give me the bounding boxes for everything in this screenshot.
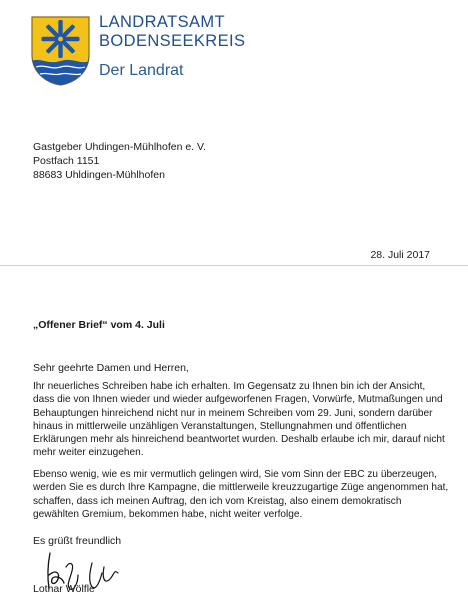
- paragraph-line: werden Sie es durch Ihre Kampagne, die mittlerweile kreuzzugartige Züge angenommen hat,: [33, 482, 449, 494]
- authority-name: [99, 14, 245, 79]
- body-paragraph-1: [33, 380, 451, 460]
- authority-line-2: BODENSEEKREIS: [99, 31, 246, 50]
- paragraph-line: Ihr neuerliches Schreiben habe ich erhalten. Im Gegensatz zu Ihnen bin ich der Ansicht,: [33, 381, 426, 392]
- letter-date: 28. Juli 2017: [370, 249, 430, 261]
- address-line: 88683 Uhldingen-Mühlhofen: [33, 169, 165, 181]
- paragraph-line: Behauptungen hinreichend nicht nur in meinem Schreiben vom 29. Juni, sondern darüber: [33, 407, 433, 419]
- fold-line: [0, 265, 468, 266]
- paragraph-line: Erklärungen mehr als hinreichend beantwortet wurden. Deshalb erlaube ich mir, darauf nicht: [33, 434, 445, 446]
- signer-name: Lothar Wölfle: [33, 583, 95, 595]
- closing-phrase: Es grüßt freundlich: [33, 535, 122, 547]
- authority-subtitle: Der Landrat: [99, 62, 184, 79]
- address-line: Postfach 1151: [33, 155, 100, 167]
- coat-of-arms-icon: [30, 15, 91, 87]
- paragraph-line: dass die von Ihnen wieder und wieder aufgeworfenen Fragen, Vorwürfe, Mutmaßungen und: [33, 394, 443, 406]
- paragraph-line: gewählten Gremium, bekommen habe, nicht weiter verfolge.: [33, 508, 303, 520]
- authority-line-1: LANDRATSAMT: [99, 13, 226, 31]
- body-paragraph-2: [33, 468, 451, 521]
- paragraph-line: hinaus in mittlerweile unzähligen Veranstaltungen, Stellungnahmen und öffentlichen: [33, 420, 407, 432]
- paragraph-line: mehr weiter einzugehen.: [33, 447, 144, 459]
- salutation: Sehr geehrte Damen und Herren,: [33, 362, 189, 374]
- paragraph-line: Ebenso wenig, wie es mir vermutlich gelingen wird, Sie vom Sinn der EBC zu überzeugen,: [33, 469, 437, 480]
- address-line: Gastgeber Uhdingen-Mühlhofen e. V.: [33, 141, 206, 153]
- recipient-address: [33, 140, 206, 182]
- paragraph-line: schaffen, dass ich meinen Auftrag, den ich vom Kreistag, also einem demokratisch: [33, 495, 402, 507]
- letter-subject: „Offener Brief“ vom 4. Juli: [33, 319, 165, 331]
